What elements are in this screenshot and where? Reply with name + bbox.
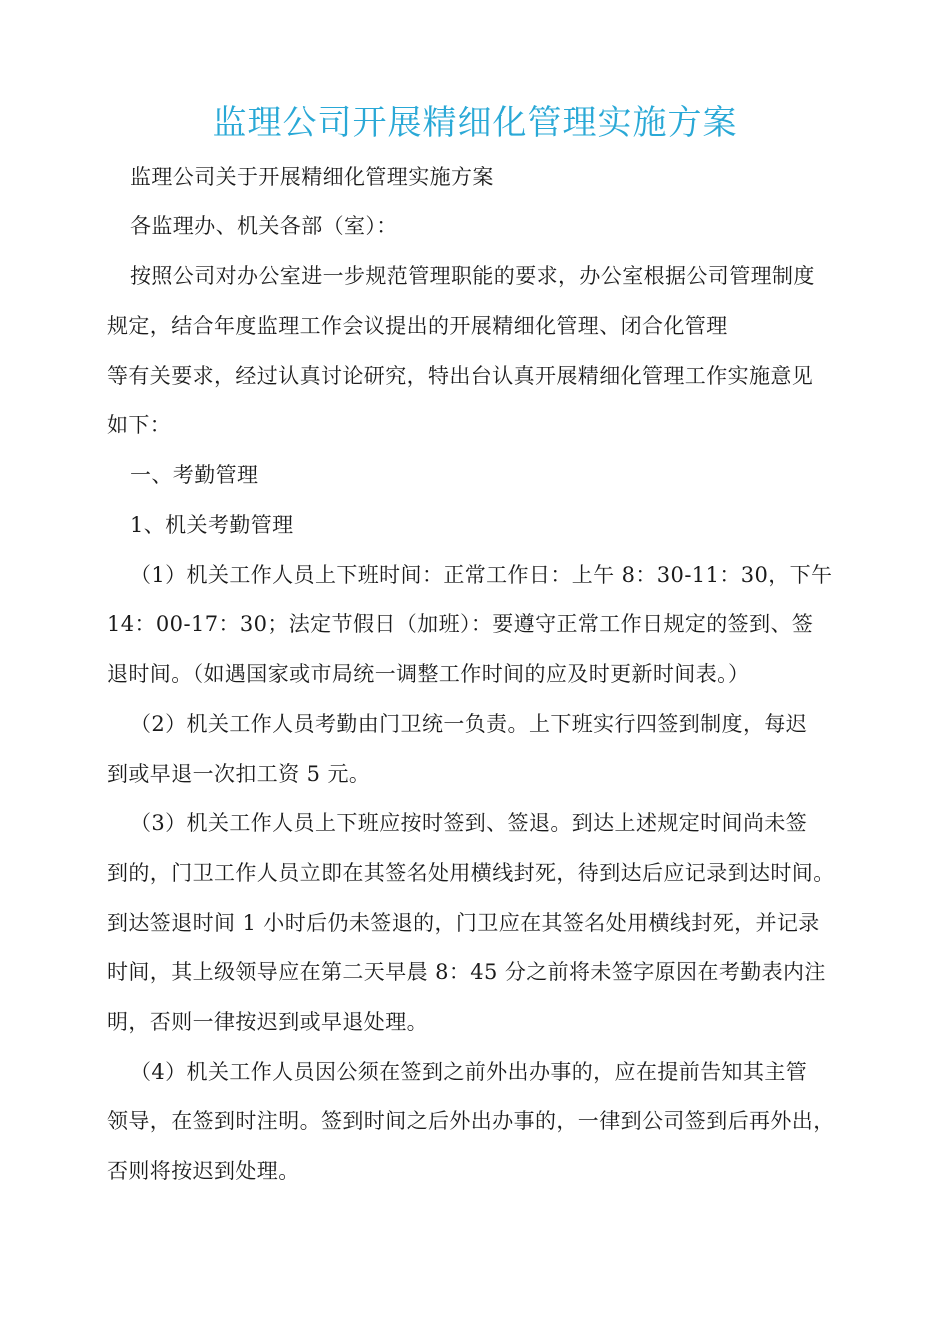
- paragraph-line: 14：00-17：30；法定节假日（加班）：要遵守正常工作日规定的签到、签: [107, 612, 814, 636]
- paragraph-line: （1）机关工作人员上下班时间：正常工作日：上午 8：30-11：30，下午: [130, 563, 833, 587]
- paragraph-line: 如下：: [107, 413, 172, 437]
- paragraph-line: 到或早退一次扣工资 5 元。: [107, 762, 371, 786]
- section-heading: 一、考勤管理: [130, 463, 259, 487]
- paragraph-line: 时间，其上级领导应在第二天早晨 8：45 分之前将未签字原因在考勤表内注: [107, 960, 826, 984]
- salutation-line: 各监理办、机关各部（室）：: [130, 214, 398, 238]
- subtitle-line: 监理公司关于开展精细化管理实施方案: [130, 165, 494, 189]
- paragraph-line: 按照公司对办公室进一步规范管理职能的要求，办公室根据公司管理制度: [130, 264, 815, 288]
- subsection-heading: 1、机关考勤管理: [130, 513, 294, 537]
- paragraph-line: （3）机关工作人员上下班应按时签到、签退。到达上述规定时间尚未签: [130, 811, 808, 835]
- paragraph-line: （2）机关工作人员考勤由门卫统一负责。上下班实行四签到制度，每迟: [130, 712, 808, 736]
- paragraph-line: 退时间。（如遇国家或市局统一调整工作时间的应及时更新时间表。）: [107, 662, 750, 686]
- paragraph-line: 明，否则一律按迟到或早退处理。: [107, 1010, 428, 1034]
- paragraph-line: 领导，在签到时注明。签到时间之后外出办事的，一律到公司签到后再外出，: [107, 1109, 835, 1133]
- paragraph-line: 等有关要求，经过认真讨论研究，特出台认真开展精细化管理工作实施意见: [107, 364, 814, 388]
- paragraph-line: （4）机关工作人员因公须在签到之前外出办事的，应在提前告知其主管: [130, 1060, 808, 1084]
- paragraph-line: 否则将按迟到处理。: [107, 1159, 300, 1183]
- document-title: 监理公司开展精细化管理实施方案: [212, 103, 738, 143]
- paragraph-line: 规定，结合年度监理工作会议提出的开展精细化管理、闭合化管理: [107, 314, 728, 338]
- paragraph-line: 到的，门卫工作人员立即在其签名处用横线封死，待到达后应记录到达时间。: [107, 861, 835, 885]
- paragraph-line: 到达签退时间 1 小时后仍未签退的，门卫应在其签名处用横线封死，并记录: [107, 911, 820, 935]
